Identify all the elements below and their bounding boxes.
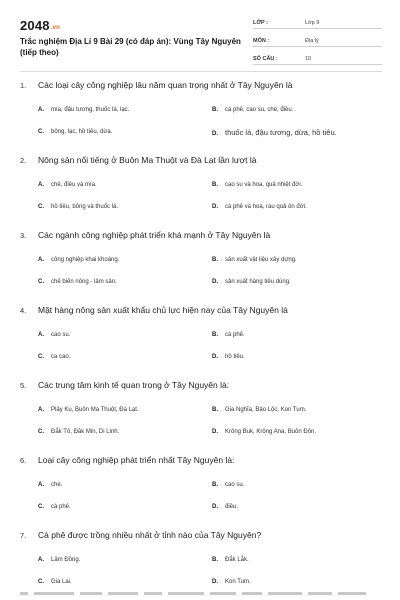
option-text: điều. — [225, 504, 239, 510]
question-2 — [20, 155, 382, 230]
option-d[interactable] — [212, 353, 245, 362]
option-b[interactable] — [212, 556, 249, 565]
option-letter: B. — [212, 557, 218, 563]
option-a[interactable] — [38, 481, 62, 490]
option-c[interactable] — [38, 353, 70, 362]
option-letter: C. — [38, 579, 44, 585]
option-letter: B. — [212, 107, 218, 113]
question-5 — [20, 380, 382, 455]
option-text: bông, lạc, hồ tiêu, dừa. — [51, 129, 113, 135]
option-text: Gia Nghĩa, Bảo Lộc, Kon Tum. — [225, 407, 307, 413]
option-a[interactable] — [38, 106, 129, 115]
question-1 — [20, 80, 382, 155]
option-b[interactable] — [212, 481, 244, 490]
option-c[interactable] — [38, 203, 118, 212]
option-a[interactable] — [38, 406, 139, 415]
option-b[interactable] — [212, 331, 245, 340]
question-3 — [20, 230, 382, 305]
option-letter: A. — [38, 482, 44, 488]
question-6 — [20, 455, 382, 530]
option-d[interactable] — [212, 278, 291, 287]
option-c[interactable] — [38, 278, 117, 287]
option-letter: C. — [38, 429, 44, 435]
option-d[interactable] — [212, 128, 337, 139]
option-text: chè. — [51, 482, 63, 488]
option-letter: C. — [38, 504, 44, 510]
question-text: Các ngành công nghiệp phát triển khá mạnh ở Tây Nguyên là — [38, 230, 271, 240]
meta-row-count — [253, 50, 382, 65]
option-text: chè, điều và mía. — [51, 182, 97, 188]
site-logo[interactable] — [20, 18, 60, 33]
option-text: cao su và hoa, quả nhiệt đới. — [225, 182, 303, 188]
option-letter: B. — [212, 482, 218, 488]
question-text: Mặt hàng nông sản xuất khẩu chủ lực hiện nay của Tây Nguyên là — [38, 305, 288, 315]
option-letter: C. — [38, 354, 44, 360]
option-text: hồ tiêu. — [225, 354, 245, 360]
meta-value: Lớp 9 — [305, 20, 320, 26]
option-text: Plây Ku, Buôn Ma Thuột, Đà Lạt. — [51, 407, 139, 413]
option-text: ca cao. — [51, 354, 71, 360]
option-text: thuốc lá, đậu tương, dừa, hồ tiêu. — [225, 128, 337, 137]
option-c[interactable] — [38, 428, 119, 437]
option-d[interactable] — [212, 428, 316, 437]
option-b[interactable] — [212, 256, 297, 265]
option-letter: D. — [212, 579, 218, 585]
option-letter: A. — [38, 107, 44, 113]
option-c[interactable] — [38, 578, 72, 587]
meta-label: MÔN : — [253, 38, 270, 44]
option-a[interactable] — [38, 556, 80, 565]
question-number: 7. — [20, 531, 27, 540]
option-letter: C. — [38, 279, 44, 285]
option-d[interactable] — [212, 203, 307, 212]
option-letter: B. — [212, 407, 218, 413]
logo-suffix: .vn — [50, 25, 61, 31]
question-7 — [20, 530, 382, 600]
meta-row-subject — [253, 32, 382, 47]
option-text: chế biến nông - lâm sản. — [51, 279, 117, 285]
option-d[interactable] — [212, 578, 251, 587]
option-letter: A. — [38, 332, 44, 338]
option-c[interactable] — [38, 128, 112, 137]
question-number: 6. — [20, 456, 27, 465]
question-number: 3. — [20, 231, 27, 240]
question-4 — [20, 305, 382, 380]
option-text: cao su. — [225, 482, 245, 488]
option-text: cà phê, cao su, chè, điều. — [225, 107, 294, 113]
option-b[interactable] — [212, 181, 302, 190]
meta-value: 10 — [305, 56, 312, 62]
meta-label: SỐ CÂU : — [253, 56, 278, 62]
option-letter: A. — [38, 407, 44, 413]
option-text: công nghiệp khai khoáng. — [51, 257, 120, 263]
option-letter: B. — [212, 332, 218, 338]
worksheet-header — [20, 14, 382, 74]
option-text: Đắk Tô, Đăk Min, Di Linh. — [51, 429, 120, 435]
logo-main: 2048 — [20, 18, 50, 33]
question-number: 5. — [20, 381, 27, 390]
option-letter: D. — [212, 131, 218, 137]
meta-row-class — [253, 14, 382, 29]
option-letter: A. — [38, 257, 44, 263]
option-text: cao su. — [51, 332, 71, 338]
question-text: Các loại cây công nghiệp lâu năm quan trọng nhất ở Tây Nguyên là — [38, 80, 293, 90]
question-number: 4. — [20, 306, 27, 315]
question-list — [20, 80, 382, 600]
option-text: cà phê. — [225, 332, 245, 338]
option-text: sản xuất vật liệu xây dựng. — [225, 257, 297, 263]
option-a[interactable] — [38, 181, 97, 190]
question-number: 2. — [20, 156, 27, 165]
option-letter: D. — [212, 204, 218, 210]
option-letter: A. — [38, 557, 44, 563]
cut-off-next-question — [20, 592, 382, 600]
option-text: cà phê. — [51, 504, 71, 510]
option-text: sản xuất hàng tiêu dùng. — [225, 279, 291, 285]
option-b[interactable] — [212, 106, 293, 115]
option-letter: C. — [38, 204, 44, 210]
question-text: Nông sản nổi tiếng ở Buôn Ma Thuột và Đà Lạt lần lượt là — [38, 155, 257, 165]
option-letter: D. — [212, 429, 218, 435]
question-text: Các trung tâm kinh tế quan trọng ở Tây Nguyên là: — [38, 380, 230, 390]
question-text: Cà phê được trồng nhiều nhất ở tỉnh nào của Tây Nguyên? — [38, 530, 262, 540]
option-text: Đắk Lắk. — [225, 557, 249, 563]
option-letter: B. — [212, 182, 218, 188]
option-text: Krông Buk, Krông Ana, Buôn Đôn. — [225, 429, 317, 435]
option-letter: D. — [212, 354, 218, 360]
page-title: Trắc nghiệm Địa Lí 9 Bài 29 (có đáp án): Vùng Tây Nguyên (tiếp theo) — [20, 37, 241, 57]
meta-panel — [253, 14, 382, 68]
meta-label: LỚP : — [253, 20, 268, 26]
option-letter: C. — [38, 129, 44, 135]
option-letter: B. — [212, 257, 218, 263]
option-text: hồ tiêu, bông và thuốc lá. — [51, 204, 119, 210]
option-text: Lâm Đồng. — [51, 557, 81, 563]
option-a[interactable] — [38, 331, 70, 340]
option-c[interactable] — [38, 503, 71, 512]
option-letter: D. — [212, 279, 218, 285]
option-letter: D. — [212, 504, 218, 510]
header-divider — [20, 71, 382, 72]
option-text: mía, đậu tương, thuốc lá, lạc. — [51, 107, 130, 113]
option-text: Kon Tum. — [225, 579, 251, 585]
question-number: 1. — [20, 81, 27, 90]
option-text: Gia Lai. — [51, 579, 72, 585]
question-text: Loại cây công nghiệp phát triển nhất Tây Nguyên là: — [38, 455, 235, 465]
option-letter: A. — [38, 182, 44, 188]
meta-value: Địa lý — [305, 38, 319, 44]
option-text: cà phê và hoa, rau quả ôn đới. — [225, 204, 307, 210]
option-b[interactable] — [212, 406, 306, 415]
option-d[interactable] — [212, 503, 238, 512]
option-a[interactable] — [38, 256, 119, 265]
